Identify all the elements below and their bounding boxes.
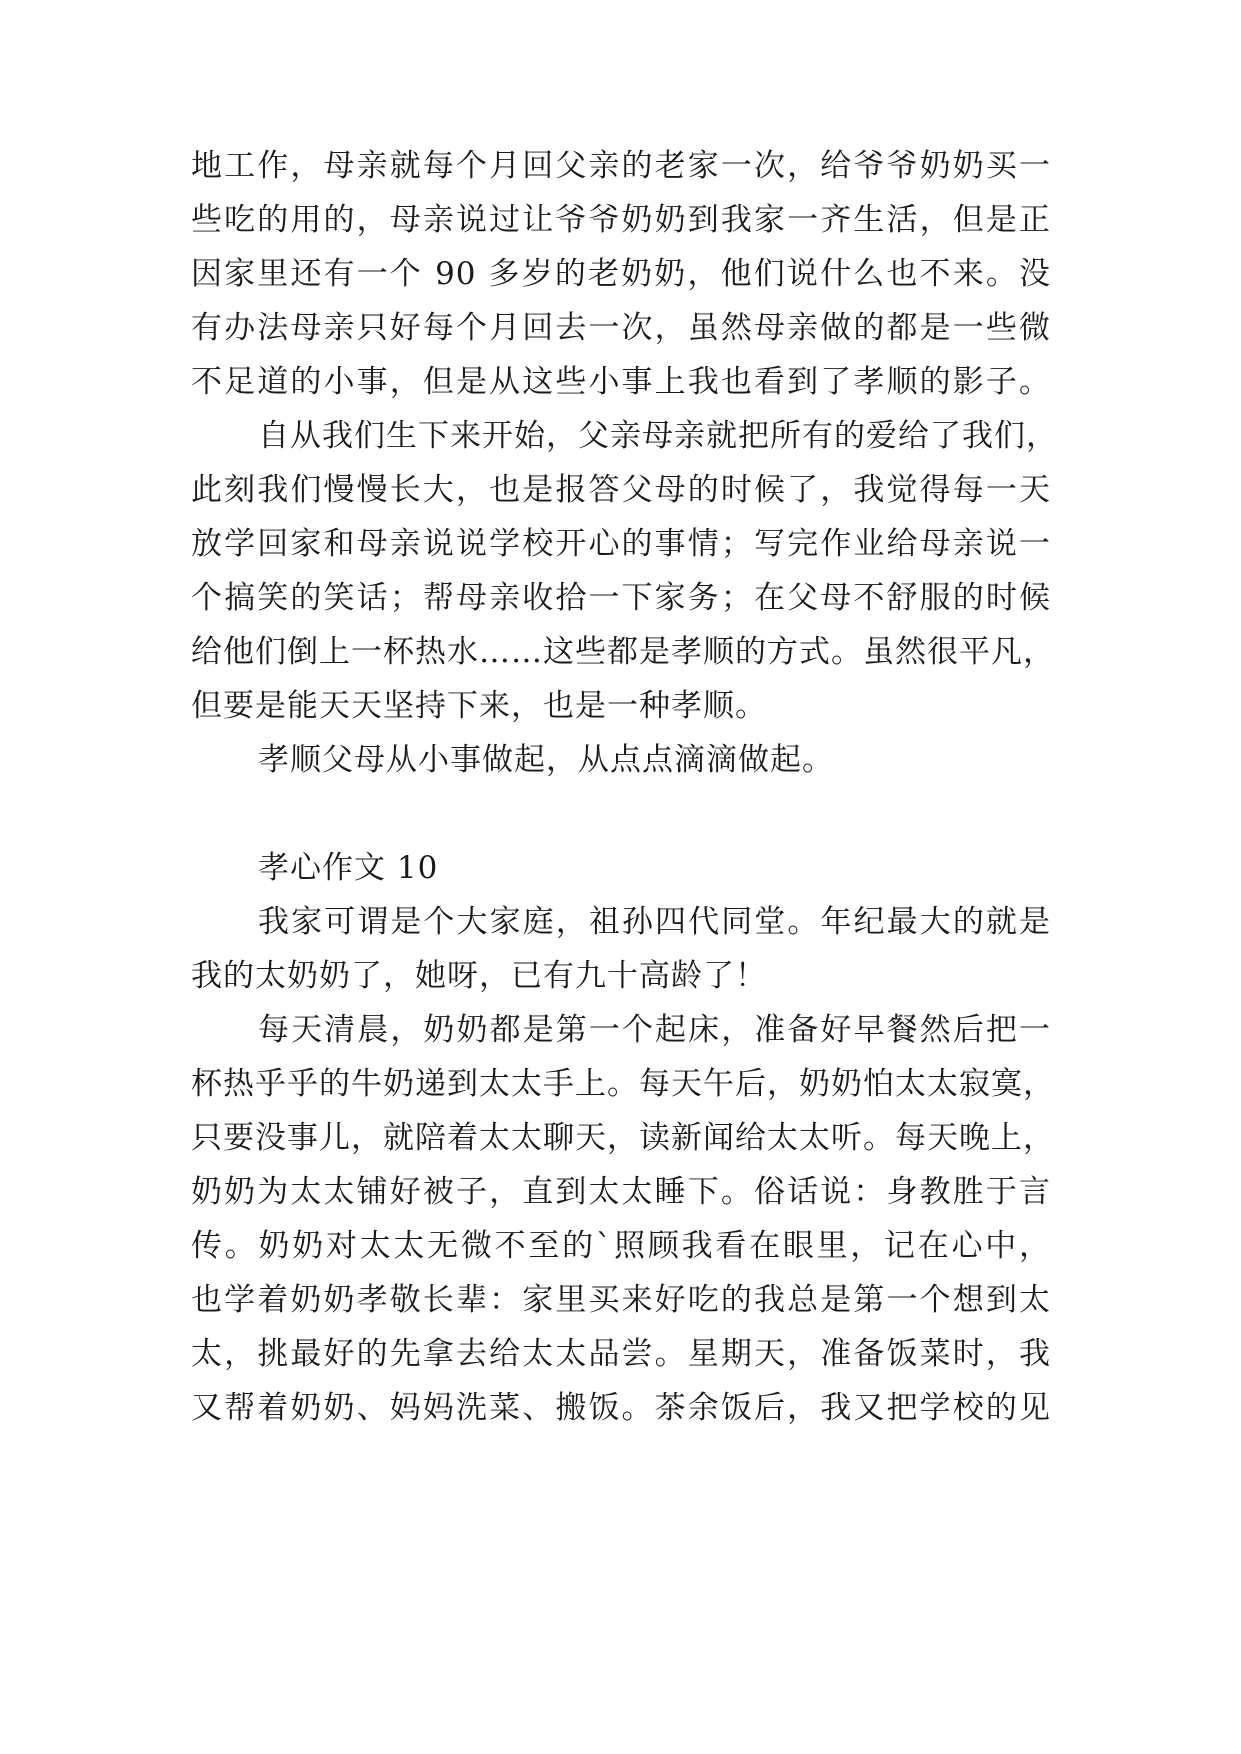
text-line: 有办法母亲只好每个月回去一次，虽然母亲做的都是一些微: [191, 310, 1051, 346]
text-line: 我的太奶奶了，她呀，已有九十高龄了！: [191, 958, 767, 994]
text-line: 太，挑最好的先拿去给太太品尝。星期天，准备饭菜时，我: [191, 1336, 1051, 1372]
text-line: 但要是能天天坚持下来，也是一种孝顺。: [191, 688, 767, 724]
paragraph-first-line: 自从我们生下来开始，父亲母亲就把所有的爱给了我们，: [258, 418, 1058, 454]
paragraph-first-line: 每天清晨，奶奶都是第一个起床，准备好早餐然后把一: [258, 1012, 1051, 1048]
text-line: 也学着奶奶孝敬长辈：家里买来好吃的我总是第一个想到太: [191, 1282, 1051, 1318]
section-heading: 孝心作文 10: [258, 850, 439, 886]
text-line: 只要没事儿，就陪着太太聊天，读新闻给太太听。每天晚上，: [191, 1120, 1055, 1156]
paragraph-first-line: 我家可谓是个大家庭，祖孙四代同堂。年纪最大的就是: [258, 904, 1051, 940]
text-line: 放学回家和母亲说说学校开心的事情；写完作业给母亲说一: [191, 526, 1051, 562]
text-line: 杯热乎乎的牛奶递到太太手上。每天午后，奶奶怕太太寂寞，: [191, 1066, 1055, 1102]
text-line: 因家里还有一个 90 多岁的老奶奶，他们说什么也不来。没: [191, 256, 1051, 292]
text-line: 不足道的小事，但是从这些小事上我也看到了孝顺的影子。: [191, 364, 1051, 400]
text-line: 又帮着奶奶、妈妈洗菜、搬饭。茶余饭后，我又把学校的见: [191, 1390, 1051, 1426]
text-line: 给他们倒上一杯热水……这些都是孝顺的方式。虽然很平凡，: [191, 634, 1055, 670]
text-line: 奶奶为太太铺好被子，直到太太睡下。俗话说：身教胜于言: [191, 1174, 1051, 1210]
text-line: 地工作，母亲就每个月回父亲的老家一次，给爷爷奶奶买一: [191, 148, 1051, 184]
text-line: 传。奶奶对太太无微不至的`照顾我看在眼里，记在心中，: [191, 1228, 1051, 1264]
paragraph-first-line: 孝顺父母从小事做起，从点点滴滴做起。: [258, 742, 834, 778]
text-line: 此刻我们慢慢长大，也是报答父母的时候了，我觉得每一天: [191, 472, 1051, 508]
text-line: 些吃的用的，母亲说过让爷爷奶奶到我家一齐生活，但是正: [191, 202, 1051, 238]
text-line: 个搞笑的笑话；帮母亲收拾一下家务；在父母不舒服的时候: [191, 580, 1051, 616]
